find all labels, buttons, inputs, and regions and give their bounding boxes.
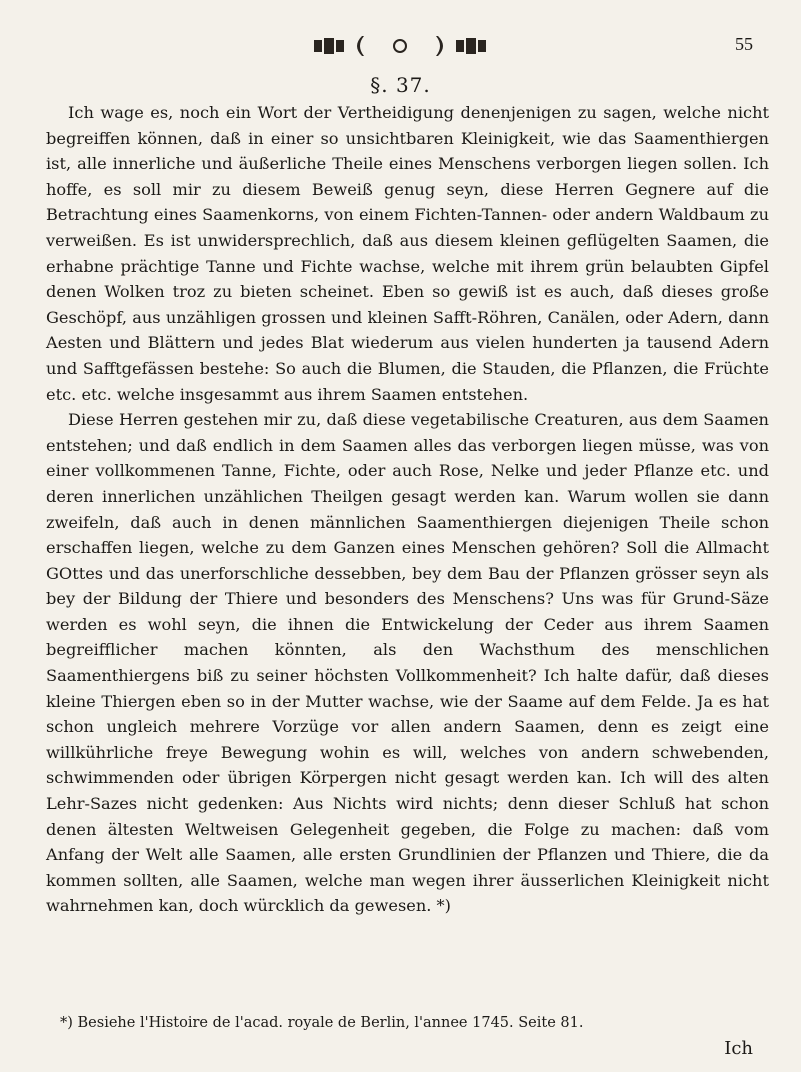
- footnote: *) Besiehe l'Histoire de l'acad. royale de Berlin, l'annee 1745. Seite 81.: [60, 1015, 584, 1031]
- paragraph: Ich wage es, noch ein Wort der Vertheidigung denenjenigen zu sagen, welche nicht begreiffen können, daß in einer so unsichtbaren Kleinigkeit, wie das Saamenthiergen ist, alle innerliche und äußerliche Theile eines Menschens verborgen liegen sollen. Ich hoffe, es soll mir zu diesem Beweiß genug seyn, diese Herren Gegnere auf die Betrachtung eines Saamenkorns, von einem Fichten-Tannen- oder andern Waldbaum zu verweißen. Es ist unwidersprechlich, daß aus diesem kleinen geflügelten Saamen, die erhabne prächtige Tanne und Fichte wachse, welche mit ihrem grün belaubten Gipfel denen Wolken troz zu bieten scheinet. Eben so gewiß ist es auch, daß dieses große Geschöpf, aus unzähligen grossen und kleinen Safft-Röhren, Canälen, oder Adern, dann Aesten und Blättern und jedes Blat wiederum aus vielen hunderten ja tausend Adern und Safftgefässen bestehe: So auch die Blumen, die Stauden, die Pflanzen, die Früchte etc. etc. welche insgesammt aus ihrem Saamen entstehen.: [46, 103, 769, 404]
- paragraph: Diese Herren gestehen mir zu, daß diese vegetabilische Creaturen, aus dem Saamen entstehen; und daß endlich in dem Saamen alles das verborgen liegen müsse, was von einer vollkommenen Tanne, Fichte, oder auch Rose, Nelke und jeder Pflanze etc. und deren innerlichen unzählichen Theilgen gesagt werden kan. Warum wollen sie dann zweifeln, daß auch in denen männlichen Saamenthiergen diejenigen Theile schon erschaffen liegen, welche zu dem Ganzen eines Menschen gehören? Soll die Allmacht GOttes und das unerforschliche dessebben, bey dem Bau der Pflanzen grösser seyn als bey der Bildung der Thiere und besonders des Menschens? Uns was für Grund-Säze werden es wohl seyn, die ihnen die Entwickelung der Ceder aus ihrem Saamen begreifflicher machen könnten, als den Wachsthum des menschlichen Saamenthiergens biß zu seiner höchsten Vollkommenheit? Ich halte dafür, daß dieses kleine Thiergen eben so in der Mutter wachse, wie der Saame auf dem Felde. Ja es hat schon ungleich mehrere Vorzüge vor allen andern Saamen, denn es zeigt eine willkührliche freye Bewegung wohin es will, welches von andern schwebenden, schwimmenden oder übrigen Körpergen nicht gesagt werden kan. Ich will des alten Lehr-Sazes nicht gedenken: Aus Nichts wird nichts; denn dieser Schluß hat schon denen ältesten Weltweisen Gelegenheit gegeben, die Folge zu machen: daß vom Anfang der Welt alle Saamen, alle ersten Grundlinien der Pflanzen und Thiere, die da kommen sollten, alle Saamen, welche man wegen ihrer äusserlichen Kleinigkeit nicht wahrnehmen kan, doch würcklich da gewesen. *): [46, 410, 769, 916]
- catchword: Ich: [724, 1038, 753, 1059]
- page-number: 55: [735, 34, 753, 54]
- section-heading: §. 37.: [370, 73, 431, 97]
- page-header: [0, 26, 801, 66]
- printer-ornament-icon: [300, 32, 500, 60]
- body-text: [46, 100, 769, 919]
